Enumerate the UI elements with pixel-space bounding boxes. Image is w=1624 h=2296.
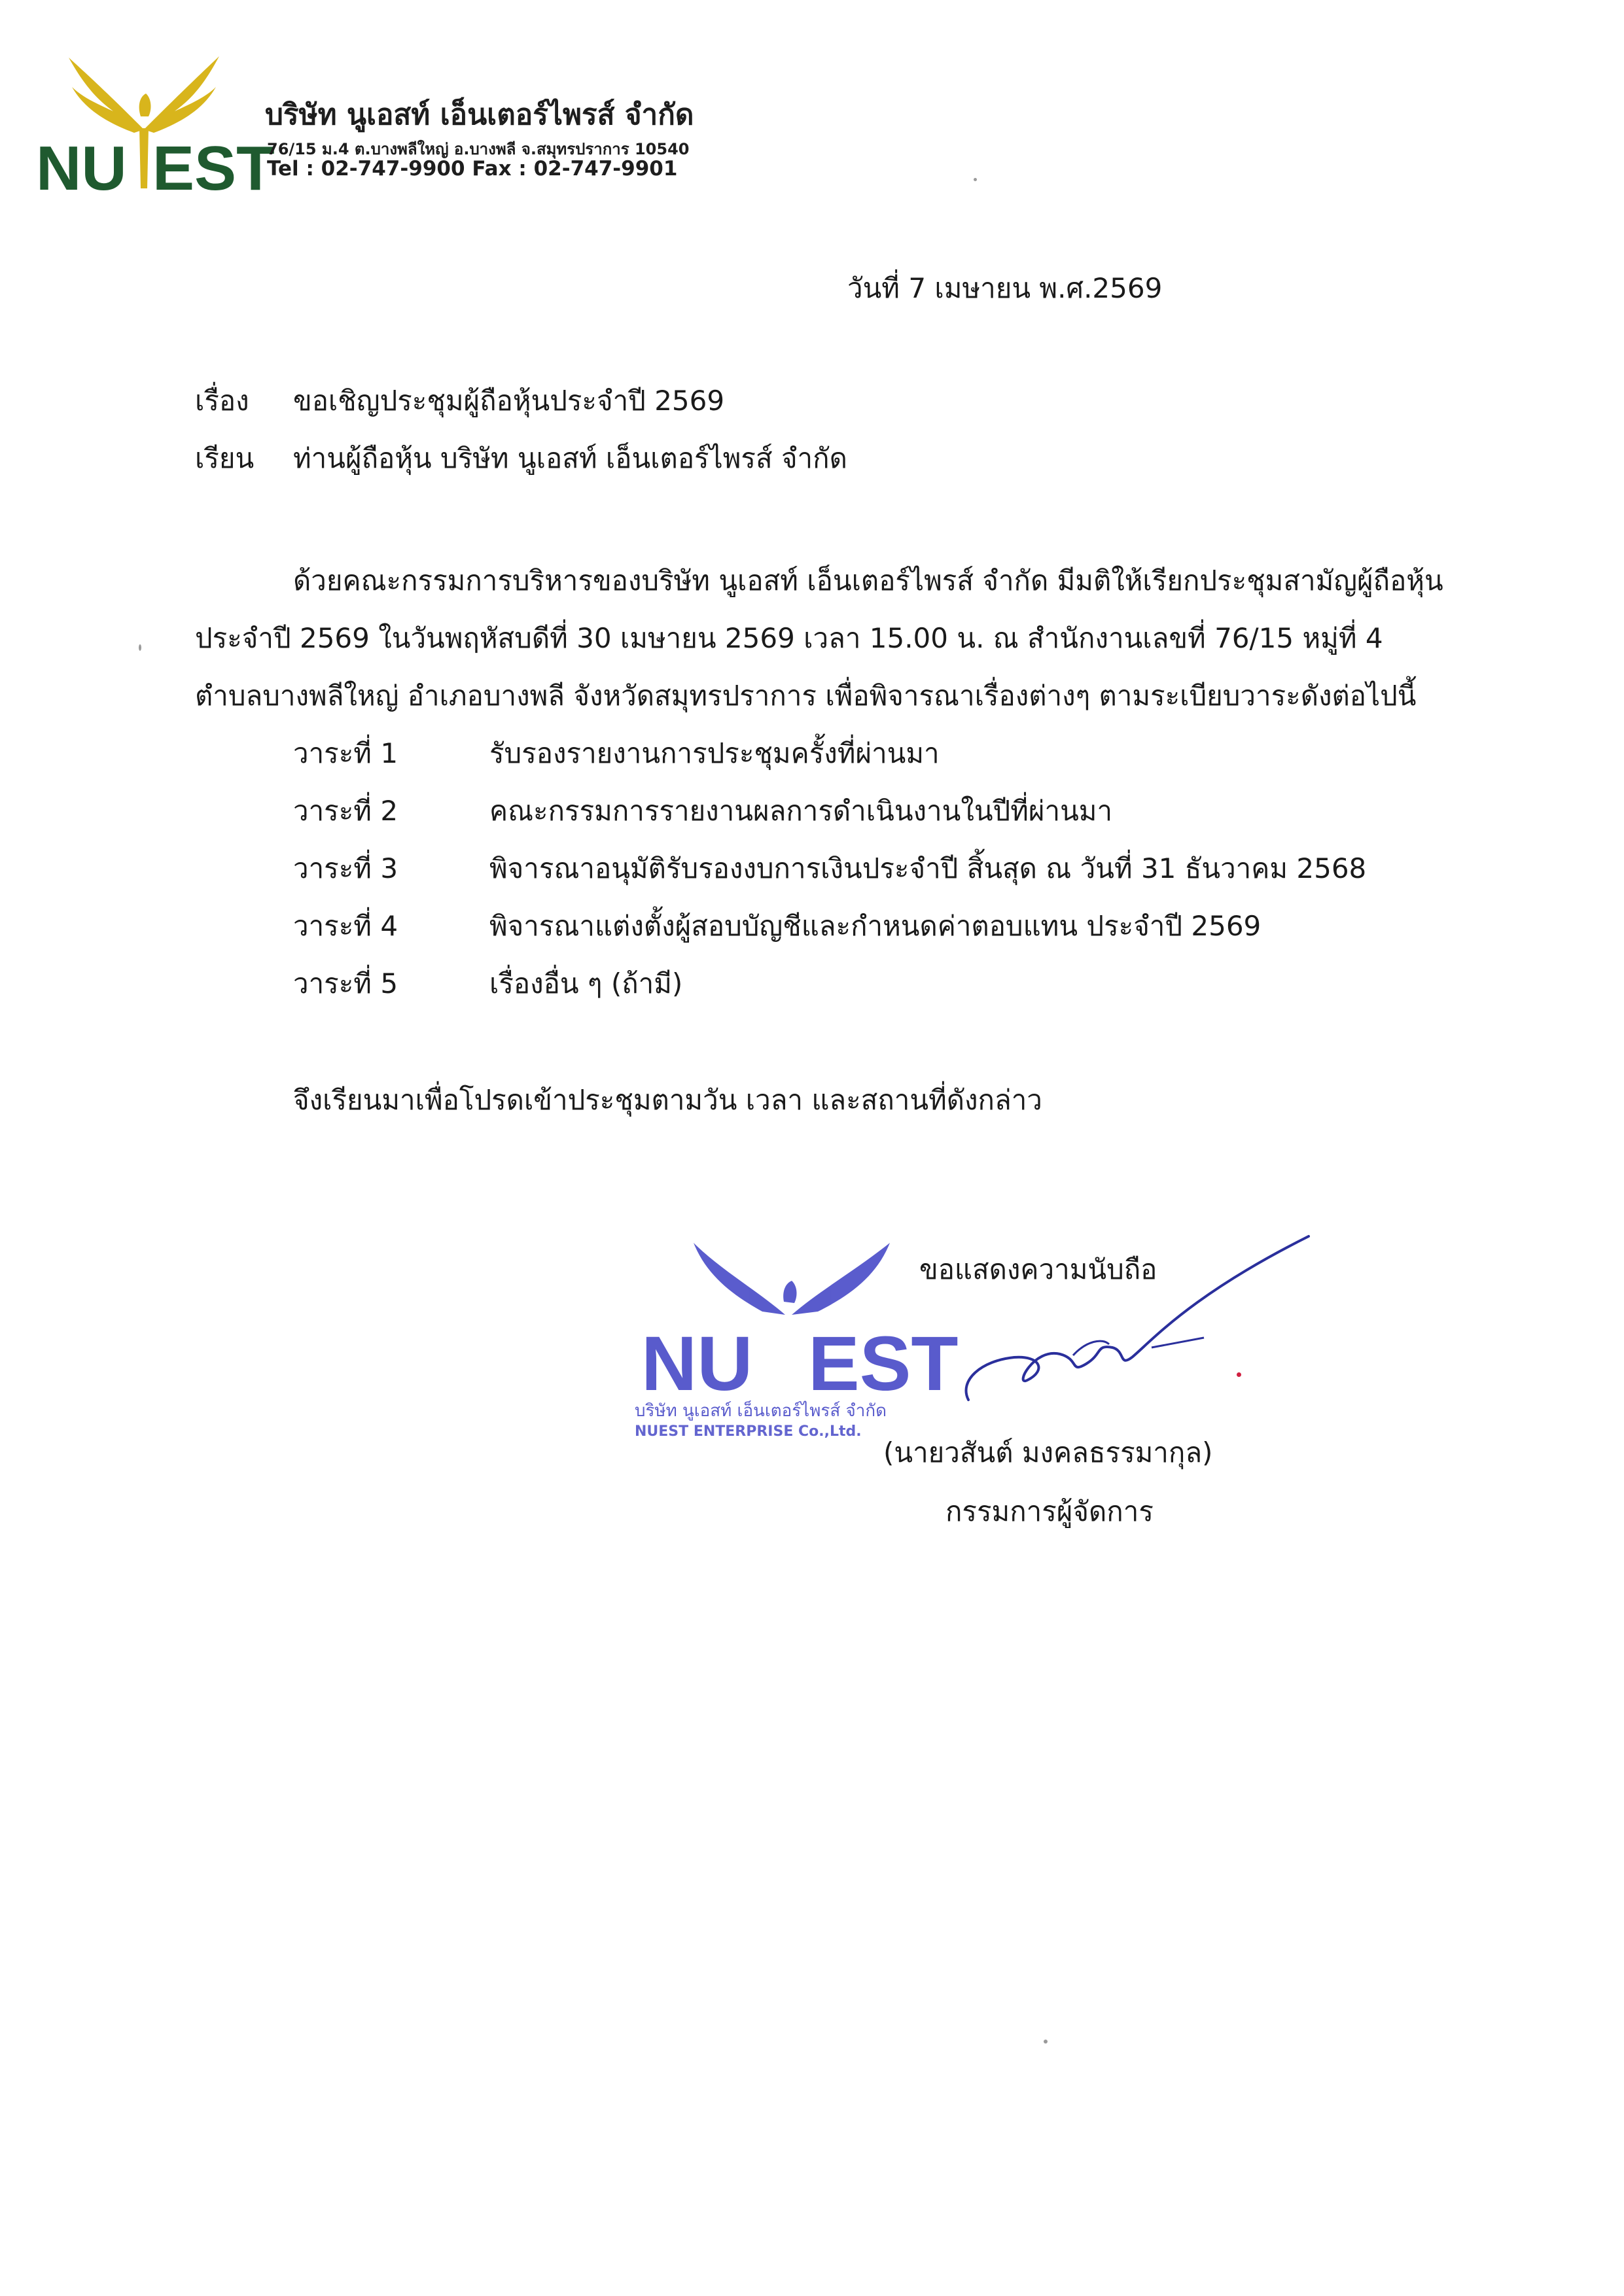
svg-text:EST: EST bbox=[152, 133, 275, 203]
company-contact: Tel : 02-747-9900 Fax : 02-747-9901 bbox=[267, 157, 678, 181]
svg-text:NUEST ENTERPRISE Co.,Ltd.: NUEST ENTERPRISE Co.,Ltd. bbox=[635, 1423, 862, 1440]
logo-text: NU bbox=[36, 133, 127, 203]
agenda-item: พิจารณาแต่งตั้งผู้สอบบัญชีและกำหนดค่าตอบแทน ประจำปี 2569 bbox=[489, 910, 1262, 942]
svg-text:NU: NU bbox=[641, 1321, 753, 1407]
signer-name: (นายวสันต์ มงคลธรรมากุล) bbox=[883, 1436, 1213, 1469]
regards-text: ขอแสดงความนับถือ bbox=[919, 1253, 1157, 1285]
body-line-3: ตำบลบางพลีใหญ่ อำเภอบางพลี จังหวัดสมุทรปราการ เพื่อพิจารณาเรื่องต่างๆ ตามระเบียบวาระดังต่อไปนี้ bbox=[195, 680, 1417, 712]
agenda-number: วาระที่ 4 bbox=[293, 910, 398, 942]
scan-speck bbox=[1237, 1372, 1241, 1377]
scan-speck bbox=[1044, 2040, 1048, 2044]
company-logo bbox=[36, 51, 275, 203]
handwritten-signature bbox=[955, 1217, 1322, 1426]
company-address: 76/15 ม.4 ต.บางพลีใหญ่ อ.บางพลี จ.สมุทรปราการ 10540 bbox=[267, 140, 690, 158]
subject-value: ขอเชิญประชุมผู้ถือหุ้นประจำปี 2569 bbox=[293, 385, 725, 417]
agenda-item: เรื่องอื่น ๆ (ถ้ามี) bbox=[489, 967, 683, 1000]
recipient-label: เรียน bbox=[195, 442, 255, 474]
recipient-value: ท่านผู้ถือหุ้น บริษัท นูเอสท์ เอ็นเตอร์ไพรส์ จำกัด bbox=[293, 442, 847, 474]
letter-date: วันที่ 7 เมษายน พ.ศ.2569 bbox=[847, 272, 1163, 304]
agenda-item: คณะกรรมการรายงานผลการดำเนินงานในปีที่ผ่านมา bbox=[489, 795, 1113, 827]
agenda-number: วาระที่ 2 bbox=[293, 795, 398, 827]
agenda-item: รับรองรายงานการประชุมครั้งที่ผ่านมา bbox=[489, 737, 940, 769]
signer-title: กรรมการผู้จัดการ bbox=[945, 1495, 1154, 1527]
body-line-1: ด้วยคณะกรรมการบริหารของบริษัท นูเอสท์ เอ็นเตอร์ไพรส์ จำกัด มีมติให้เรียกประชุมสามัญผู้ถือหุ้น bbox=[293, 565, 1443, 597]
body-line-2: ประจำปี 2569 ในวันพฤหัสบดีที่ 30 เมษายน 2569 เวลา 15.00 น. ณ สำนักงานเลขที่ 76/15 หมู่ที่ 4 bbox=[195, 622, 1383, 654]
agenda-number: วาระที่ 1 bbox=[293, 737, 398, 769]
company-name: บริษัท นูเอสท์ เอ็นเตอร์ไพรส์ จำกัด bbox=[265, 98, 694, 131]
scan-speck bbox=[974, 178, 977, 181]
scan-speck bbox=[139, 644, 141, 651]
agenda-number: วาระที่ 3 bbox=[293, 852, 398, 884]
svg-text:บริษัท นูเอสท์ เอ็นเตอร์ไพรส์: บริษัท นูเอสท์ เอ็นเตอร์ไพรส์ จำกัด bbox=[635, 1401, 887, 1421]
closing-line: จึงเรียนมาเพื่อโปรดเข้าประชุมตามวัน เวลา และสถานที่ดังกล่าว bbox=[293, 1084, 1042, 1116]
agenda-number: วาระที่ 5 bbox=[293, 967, 398, 1000]
company-stamp bbox=[628, 1230, 968, 1439]
svg-text:EST: EST bbox=[808, 1321, 959, 1407]
subject-label: เรื่อง bbox=[195, 385, 249, 417]
agenda-item: พิจารณาอนุมัติรับรองงบการเงินประจำปี สิ้นสุด ณ วันที่ 31 ธันวาคม 2568 bbox=[489, 852, 1367, 884]
